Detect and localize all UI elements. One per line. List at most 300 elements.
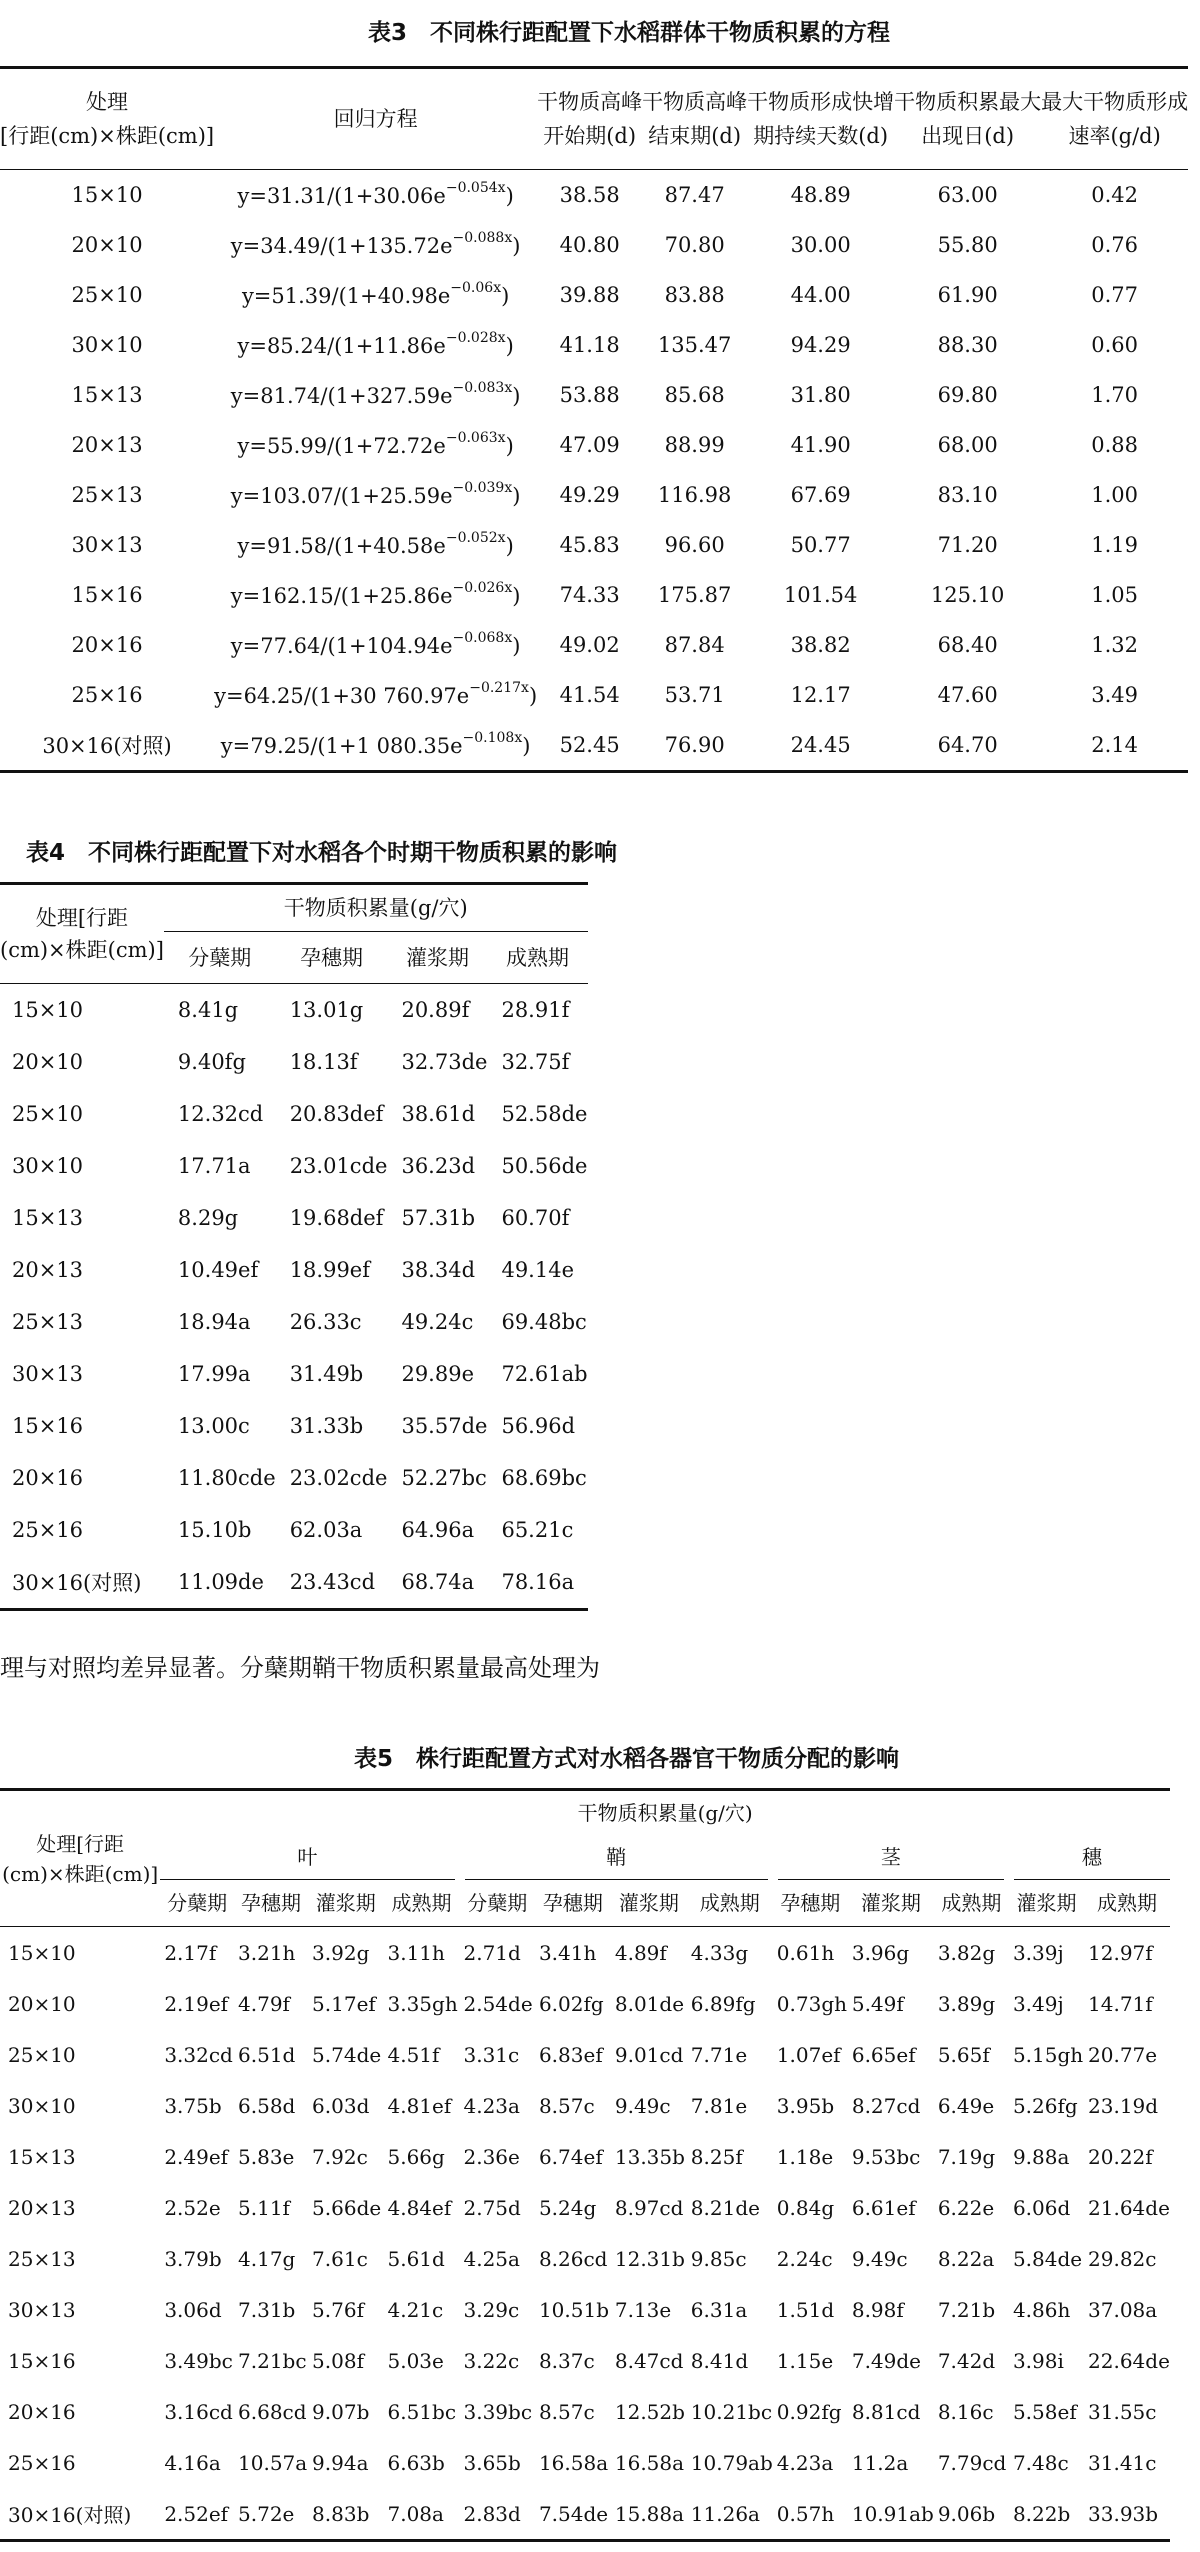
value-cell: 18.99ef — [289, 1258, 371, 1282]
value-cell: 7.71e — [690, 2042, 748, 2067]
equation-base: y=77.64/(1+104.94e — [230, 633, 453, 658]
value-cell: 4.86h — [1012, 2297, 1071, 2322]
organ-header — [773, 1835, 1009, 1880]
value-cell: 2.24c — [776, 2246, 833, 2271]
value-cell: 7.19g — [937, 2144, 996, 2169]
value-cell: 87.47 — [664, 183, 725, 207]
value-cell: 68.40 — [937, 633, 998, 657]
organ-header — [460, 1835, 773, 1880]
value-cell: 8.26cd — [538, 2246, 608, 2271]
value-cell: 8.16c — [937, 2399, 994, 2424]
treatment-cell: 30×16(对照) — [12, 1571, 142, 1595]
value-cell: 3.96g — [851, 1940, 910, 1965]
value-cell: 4.17g — [238, 2246, 296, 2271]
value-cell: 1.15e — [776, 2348, 834, 2373]
regression-equation — [214, 720, 537, 772]
treatment-cell: 30×10 — [12, 1154, 84, 1178]
value-cell: 2.52ef — [164, 2501, 229, 2526]
value-cell: 50.56de — [501, 1154, 588, 1178]
value-cell: 18.94a — [177, 1310, 251, 1334]
treatment-cell: 20×10 — [71, 233, 143, 257]
value-cell: 11.80cde — [177, 1466, 276, 1490]
equation-base: y=103.07/(1+25.59e — [230, 483, 453, 508]
table-row — [0, 1244, 588, 1296]
value-cell: 3.95b — [776, 2093, 835, 2118]
value-cell: 50.77 — [790, 533, 851, 557]
value-cell: 3.75b — [164, 2093, 222, 2118]
value-cell: 47.09 — [559, 433, 620, 457]
value-cell: 64.70 — [937, 733, 998, 757]
value-cell: 5.66de — [312, 2195, 382, 2220]
value-cell: 1.51d — [776, 2297, 835, 2322]
value-cell: 9.88a — [1012, 2144, 1070, 2169]
stage-header: 灌浆期 — [618, 1891, 679, 1915]
value-cell: 49.24c — [401, 1310, 474, 1334]
value-cell: 3.65b — [463, 2450, 521, 2475]
organ-label: 穗 — [1081, 1845, 1102, 1869]
value-cell: 52.27bc — [401, 1466, 487, 1490]
value-cell: 6.51d — [238, 2042, 296, 2067]
table-row — [0, 984, 588, 1037]
table-row — [0, 1978, 1170, 2029]
organ-header — [160, 1835, 459, 1880]
value-cell: 39.88 — [559, 283, 620, 307]
treatment-cell: 15×13 — [8, 2144, 76, 2169]
table-row — [0, 1452, 588, 1504]
value-cell: 87.84 — [664, 633, 725, 657]
table5-body — [0, 1927, 1170, 2541]
value-cell: 2.52e — [164, 2195, 221, 2220]
equation-tail: ) — [528, 683, 538, 708]
value-cell: 2.36e — [463, 2144, 520, 2169]
value-cell: 31.55c — [1088, 2399, 1157, 2424]
value-cell: 38.34d — [401, 1258, 476, 1282]
treatment-cell: 15×16 — [71, 583, 143, 607]
organ-header — [1009, 1835, 1170, 1880]
value-cell: 8.25f — [690, 2144, 743, 2169]
value-cell: 1.05 — [1091, 583, 1139, 607]
value-cell: 68.69bc — [501, 1466, 587, 1490]
value-cell: 5.76f — [312, 2297, 364, 2322]
equation-base: y=162.15/(1+25.86e — [230, 583, 453, 608]
treatment-cell: 25×16 — [12, 1518, 84, 1542]
value-cell: 6.65ef — [851, 2042, 916, 2067]
value-cell: 4.25a — [463, 2246, 520, 2271]
value-cell: 5.26fg — [1012, 2093, 1078, 2118]
value-cell: 41.18 — [559, 333, 620, 357]
value-cell: 96.60 — [664, 533, 725, 557]
value-cell: 5.49f — [851, 1991, 904, 2016]
value-cell: 3.11h — [387, 1940, 445, 1965]
value-cell: 5.11f — [238, 2195, 290, 2220]
table-row — [0, 2080, 1170, 2131]
value-cell: 85.68 — [664, 383, 725, 407]
value-cell: 7.92c — [312, 2144, 368, 2169]
value-cell: 68.00 — [937, 433, 998, 457]
value-cell: 6.89fg — [690, 1991, 756, 2016]
table-row — [0, 2131, 1170, 2182]
value-cell: 1.18e — [776, 2144, 834, 2169]
value-cell: 9.49c — [851, 2246, 908, 2271]
table5-header — [0, 1790, 1170, 1927]
regression-equation — [214, 620, 537, 670]
value-cell: 4.21c — [387, 2297, 444, 2322]
value-cell: 16.58a — [538, 2450, 609, 2475]
equation-base: y=85.24/(1+11.86e — [237, 333, 446, 358]
table3 — [0, 66, 1188, 773]
body-text-line: 理与对照均差异显著。分蘖期鞘干物质积累量最高处理为 — [0, 1654, 600, 1682]
treatment-cell: 30×13 — [71, 533, 143, 557]
table-row — [0, 1140, 588, 1192]
table5-treat-header: 处理[行距 (cm)×株距(cm)] — [0, 1790, 160, 1927]
regression-equation — [214, 320, 537, 370]
table-row — [0, 1192, 588, 1244]
value-cell: 5.24g — [538, 2195, 597, 2220]
treatment-cell: 15×16 — [8, 2348, 76, 2373]
regression-equation — [214, 270, 537, 320]
value-cell: 78.16a — [501, 1570, 575, 1594]
value-cell: 3.22c — [463, 2348, 520, 2373]
value-cell: 7.42d — [937, 2348, 996, 2373]
equation-base: y=55.99/(1+72.72e — [237, 433, 446, 458]
value-cell: 71.20 — [937, 533, 998, 557]
value-cell: 8.47cd — [614, 2348, 684, 2373]
equation-tail: ) — [505, 533, 514, 558]
treatment-cell: 25×13 — [8, 2246, 76, 2271]
value-cell: 49.02 — [559, 633, 620, 657]
equation-exponent: −0.028x — [445, 329, 506, 346]
table-row — [0, 170, 1188, 221]
table-row — [0, 1400, 588, 1452]
treatment-cell: 25×10 — [71, 283, 143, 307]
stage-header: 成熟期 — [699, 1891, 760, 1915]
value-cell: 3.82g — [937, 1940, 996, 1965]
table4-body — [0, 984, 588, 1610]
value-cell: 57.31b — [401, 1206, 476, 1230]
equation-base: y=51.39/(1+40.98e — [241, 283, 451, 308]
value-cell: 7.31b — [238, 2297, 296, 2322]
value-cell: 21.64de — [1088, 2195, 1170, 2220]
value-cell: 23.43cd — [289, 1570, 376, 1594]
value-cell: 7.54de — [538, 2501, 609, 2526]
equation-tail: ) — [512, 583, 521, 608]
value-cell: 5.08f — [312, 2348, 364, 2373]
value-cell: 20.22f — [1088, 2144, 1153, 2169]
value-cell: 24.45 — [790, 733, 851, 757]
table-row — [0, 1036, 588, 1088]
value-cell: 4.84ef — [387, 2195, 452, 2220]
value-cell: 3.39bc — [463, 2399, 533, 2424]
value-cell: 23.02cde — [289, 1466, 388, 1490]
value-cell: 3.49j — [1012, 1991, 1064, 2016]
table-row — [0, 2386, 1170, 2437]
value-cell: 3.49 — [1091, 683, 1139, 707]
table4 — [0, 882, 588, 1611]
table3-col-header: 干物质高峰 开始期(d) — [537, 90, 643, 148]
stage-header: 灌浆期 — [315, 1891, 376, 1915]
value-cell: 7.79cd — [937, 2450, 1007, 2475]
value-cell: 32.75f — [501, 1050, 570, 1074]
table4-treat-header: 处理[行距 (cm)×株距(cm)] — [0, 884, 164, 984]
value-cell: 12.31b — [614, 2246, 685, 2271]
equation-exponent: −0.054x — [445, 179, 506, 196]
table-row — [0, 2029, 1170, 2080]
equation-tail: ) — [505, 333, 514, 358]
treatment-cell: 20×13 — [8, 2195, 76, 2220]
value-cell: 3.39j — [1012, 1940, 1064, 1965]
equation-tail: ) — [512, 233, 521, 258]
value-cell: 5.83e — [238, 2144, 295, 2169]
value-cell: 0.60 — [1091, 333, 1139, 357]
table-row — [0, 720, 1188, 772]
equation-exponent: −0.063x — [445, 429, 506, 446]
stage-header: 成熟期 — [1097, 1891, 1157, 1915]
treatment-cell: 30×13 — [12, 1362, 84, 1386]
value-cell: 3.89g — [937, 1991, 996, 2016]
value-cell: 13.00c — [177, 1414, 250, 1438]
value-cell: 6.58d — [238, 2093, 296, 2118]
value-cell: 4.16a — [164, 2450, 221, 2475]
value-cell: 13.01g — [289, 998, 364, 1022]
value-cell: 7.81e — [690, 2093, 748, 2118]
treatment-cell: 30×10 — [8, 2093, 76, 2118]
table4-group-header: 干物质积累量(g/穴) — [164, 884, 588, 932]
treatment-cell: 15×16 — [12, 1414, 84, 1438]
treatment-cell: 30×16(对照) — [8, 2503, 132, 2527]
stage-header: 灌浆期 — [405, 945, 469, 970]
value-cell: 4.23a — [463, 2093, 520, 2118]
equation-exponent: −0.083x — [452, 379, 513, 396]
value-cell: 5.61d — [387, 2246, 445, 2271]
table3-header — [0, 68, 1188, 170]
value-cell: 32.73de — [401, 1050, 488, 1074]
equation-exponent: −0.108x — [462, 729, 523, 746]
value-cell: 0.57h — [776, 2501, 835, 2526]
value-cell: 33.93b — [1088, 2501, 1159, 2526]
value-cell: 31.49b — [289, 1362, 364, 1386]
equation-base: y=31.31/(1+30.06e — [237, 183, 446, 208]
equation-base: y=81.74/(1+327.59e — [230, 383, 453, 408]
equation-exponent: −0.217x — [469, 679, 529, 696]
equation-exponent: −0.06x — [450, 279, 502, 296]
equation-exponent: −0.039x — [452, 479, 513, 496]
value-cell: 13.35b — [614, 2144, 685, 2169]
value-cell: 2.17f — [164, 1940, 217, 1965]
value-cell: 65.21c — [501, 1518, 574, 1542]
value-cell: 49.29 — [559, 483, 620, 507]
value-cell: 0.84g — [776, 2195, 835, 2220]
value-cell: 8.37c — [538, 2348, 595, 2373]
table-row — [0, 520, 1188, 570]
table4-header — [0, 884, 588, 984]
table-row — [0, 2488, 1170, 2541]
value-cell: 8.29g — [177, 1206, 239, 1230]
value-cell: 62.03a — [289, 1518, 363, 1542]
table-row — [0, 1556, 588, 1610]
value-cell: 94.29 — [790, 333, 851, 357]
table3-col-header: 处理 [行距(cm)×株距(cm)] — [0, 90, 215, 148]
table3-col-header: 干物质高峰 结束期(d) — [642, 90, 748, 148]
value-cell: 8.01de — [614, 1991, 685, 2016]
value-cell: 0.88 — [1091, 433, 1139, 457]
value-cell: 6.02fg — [538, 1991, 604, 2016]
table5-caption: 表5 株行距配置方式对水稻各器官干物质分配的影响 — [354, 1746, 900, 1772]
value-cell: 6.61ef — [851, 2195, 916, 2220]
value-cell: 1.32 — [1091, 633, 1139, 657]
value-cell: 52.45 — [559, 733, 620, 757]
value-cell: 8.57c — [538, 2093, 595, 2118]
value-cell: 1.07ef — [776, 2042, 841, 2067]
equation-base: y=34.49/(1+135.72e — [230, 233, 453, 258]
table-row — [0, 470, 1188, 520]
value-cell: 8.27cd — [851, 2093, 921, 2118]
value-cell: 7.48c — [1012, 2450, 1069, 2475]
value-cell: 45.83 — [559, 533, 620, 557]
value-cell: 5.74de — [312, 2042, 382, 2067]
value-cell: 3.35gh — [387, 1991, 458, 2016]
regression-equation — [214, 520, 537, 570]
equation-tail: ) — [522, 733, 531, 758]
value-cell: 20.83def — [289, 1102, 384, 1126]
value-cell: 4.81ef — [387, 2093, 452, 2118]
treatment-cell: 20×10 — [8, 1991, 76, 2016]
value-cell: 6.83ef — [538, 2042, 603, 2067]
treatment-cell: 15×10 — [8, 1940, 76, 1965]
value-cell: 0.73gh — [776, 1991, 847, 2016]
treatment-cell: 25×10 — [8, 2042, 76, 2067]
value-cell: 4.51f — [387, 2042, 440, 2067]
stage-header: 孕穗期 — [780, 1891, 841, 1915]
value-cell: 8.97cd — [614, 2195, 684, 2220]
value-cell: 5.66g — [387, 2144, 445, 2169]
value-cell: 23.19d — [1088, 2093, 1159, 2118]
value-cell: 29.89e — [401, 1362, 474, 1386]
value-cell: 61.90 — [937, 283, 998, 307]
stage-header: 成熟期 — [506, 945, 569, 970]
value-cell: 8.41d — [690, 2348, 749, 2373]
organ-label: 鞘 — [606, 1845, 627, 1869]
value-cell: 10.51b — [538, 2297, 610, 2322]
value-cell: 0.76 — [1091, 233, 1139, 257]
value-cell: 47.60 — [937, 683, 998, 707]
equation-base: y=64.25/(1+30 760.97e — [214, 683, 470, 708]
value-cell: 48.89 — [790, 183, 851, 207]
value-cell: 0.42 — [1091, 183, 1139, 207]
table-row — [0, 2284, 1170, 2335]
value-cell: 38.58 — [559, 183, 620, 207]
value-cell: 52.58de — [501, 1102, 588, 1126]
stage-header: 灌浆期 — [1016, 1891, 1077, 1915]
value-cell: 7.21b — [937, 2297, 996, 2322]
table3-col-header: 回归方程 — [333, 107, 418, 131]
table-row — [0, 2182, 1170, 2233]
equation-exponent: −0.026x — [452, 579, 513, 596]
equation-exponent: −0.068x — [452, 629, 513, 646]
value-cell: 6.06d — [1012, 2195, 1071, 2220]
value-cell: 9.40fg — [177, 1050, 246, 1074]
treatment-cell: 25×16 — [71, 683, 143, 707]
value-cell: 83.10 — [937, 483, 998, 507]
table3-col-header: 干物质形成快增 期持续天数(d) — [747, 90, 895, 148]
value-cell: 17.71a — [177, 1154, 251, 1178]
treatment-cell: 20×16 — [71, 633, 143, 657]
table3-body — [0, 170, 1188, 772]
treatment-cell: 15×13 — [71, 383, 143, 407]
value-cell: 5.65f — [937, 2042, 990, 2067]
value-cell: 35.57de — [401, 1414, 488, 1438]
value-cell: 10.21bc — [690, 2399, 773, 2424]
value-cell: 53.88 — [559, 383, 620, 407]
treatment-cell: 25×16 — [8, 2450, 76, 2475]
value-cell: 8.21de — [690, 2195, 760, 2220]
organ-label: 叶 — [297, 1845, 318, 1869]
value-cell: 4.89f — [614, 1940, 667, 1965]
value-cell: 6.68cd — [238, 2399, 307, 2424]
value-cell: 6.63b — [387, 2450, 445, 2475]
value-cell: 15.88a — [614, 2501, 685, 2526]
value-cell: 22.64de — [1088, 2348, 1170, 2373]
value-cell: 3.06d — [164, 2297, 222, 2322]
value-cell: 38.82 — [790, 633, 851, 657]
value-cell: 0.77 — [1091, 283, 1139, 307]
treatment-cell: 25×13 — [12, 1310, 84, 1334]
regression-equation — [214, 670, 537, 720]
treatment-cell: 20×13 — [71, 433, 143, 457]
value-cell: 5.84de — [1012, 2246, 1083, 2271]
value-cell: 38.61d — [401, 1102, 476, 1126]
stage-header: 孕穗期 — [542, 1891, 603, 1915]
value-cell: 2.71d — [463, 1940, 521, 1965]
value-cell: 68.74a — [401, 1570, 475, 1594]
value-cell: 125.10 — [930, 583, 1005, 607]
stage-header: 成熟期 — [941, 1891, 1002, 1915]
equation-tail: ) — [512, 633, 521, 658]
treatment-cell: 25×13 — [71, 483, 143, 507]
equation-exponent: −0.052x — [445, 529, 506, 546]
equation-tail: ) — [505, 183, 514, 208]
value-cell: 8.57c — [538, 2399, 595, 2424]
value-cell: 5.72e — [238, 2501, 295, 2526]
table4-caption: 表4 不同株行距配置下对水稻各个时期干物质积累的影响 — [26, 840, 618, 866]
regression-equation — [214, 220, 537, 270]
value-cell: 2.19ef — [164, 1991, 229, 2016]
value-cell: 4.23a — [776, 2450, 834, 2475]
treatment-cell: 15×10 — [71, 183, 143, 207]
table3-col-header: 最大干物质形成 速率(g/d) — [1041, 90, 1189, 148]
value-cell: 16.58a — [614, 2450, 685, 2475]
table-row — [0, 2335, 1170, 2386]
table-row — [0, 670, 1188, 720]
value-cell: 9.85c — [690, 2246, 747, 2271]
value-cell: 60.70f — [501, 1206, 570, 1230]
value-cell: 41.54 — [559, 683, 620, 707]
value-cell: 6.74ef — [538, 2144, 603, 2169]
value-cell: 3.92g — [312, 1940, 370, 1965]
value-cell: 11.2a — [851, 2450, 909, 2475]
value-cell: 7.21bc — [238, 2348, 307, 2373]
value-cell: 175.87 — [657, 583, 732, 607]
value-cell: 5.15gh — [1012, 2042, 1084, 2067]
value-cell: 7.13e — [614, 2297, 672, 2322]
value-cell: 8.81cd — [851, 2399, 921, 2424]
table-row — [0, 570, 1188, 620]
value-cell: 23.01cde — [289, 1154, 388, 1178]
value-cell: 12.97f — [1088, 1940, 1153, 1965]
table3-caption: 表3 不同株行距配置下水稻群体干物质积累的方程 — [368, 20, 891, 46]
value-cell: 10.79ab — [690, 2450, 773, 2475]
value-cell: 2.49ef — [164, 2144, 229, 2169]
treatment-cell: 20×16 — [12, 1466, 84, 1490]
